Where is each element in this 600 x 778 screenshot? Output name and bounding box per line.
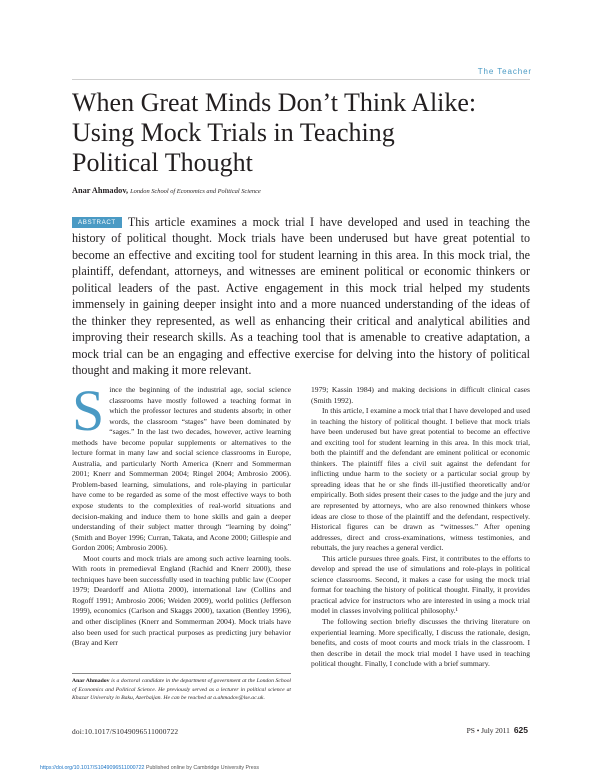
- online-notice: [40, 765, 259, 771]
- body-paragraph: [72, 378, 291, 554]
- byline: [72, 186, 261, 195]
- footnote-rule: [72, 673, 291, 674]
- article-title: [72, 88, 542, 178]
- body-column-left: [72, 378, 291, 649]
- footnote-text: is a doctoral candidate in the department of government at the London School of Economics and Political Science. He previously served as a lecturer in political science at Khazar University in Baku, Azerbaijan. He can be reached at a.ahmadov@lse.ac.uk.: [72, 678, 292, 701]
- drop-cap: S: [72, 378, 105, 443]
- page-number: 625: [513, 725, 528, 735]
- abstract: [72, 214, 530, 379]
- body-paragraph: 1979; Kassin 1984) and making decisions in difficult clinical cases (Smith 1992).: [311, 385, 530, 405]
- author-footnote: [72, 677, 291, 703]
- doi: doi:10.1017/S1049096511000722: [72, 727, 179, 736]
- paragraph-text: ince the beginning of the industrial age, social science classrooms have mostly followed a teaching format in which the professor lectures and students absorb; in other words, the classroom “stages” have been dominated by “sages.” In the last two decades, however, active learning methods have become popular supplements or alternatives to the lecture format in many law and social science classrooms in Europe, Australia, and particularly North America (Knerr and Sommerman 2001; Knerr and Sommerman 2004; Ringel 2004; Ambrosio 2006). Problem-based learning, simulations, and role-playing in particular have come to be regarded as some of the most effective ways to both expose students to the complexities of real-world situations and decision-making and induce them to hone skills and gain a deeper understanding of their subject matter through “learning by doing” (Smith and Boyer 1996; Curran, Takata, and Acone 2000; Gillespie and Gordon 2006; Ambrosio 2006).: [72, 385, 291, 553]
- header-rule: [72, 79, 530, 80]
- body-paragraph: In this article, I examine a mock trial that I have developed and used in teaching the history of political thought. I believe that mock trials have been underused but have great potential to become an effective and exciting tool for student learning in this area. In this mock trial, both the plaintiff and the defendant are eminent political or economic thinkers. The plaintiff files a civil suit against the defendant for inflicting undue harm to the society or a particular social group by spreading ideas that he or she finds ill-justified theoretically and/or empirically. Both sides present their cases to the judge and the jury and are represented by attorneys, who are also renowned thinkers whose ideas are close to those of the plaintiff and the defendant, respectively. Historical figures can be drawn as “witnesses.” After opening addresses, direct and cross-examinations, witness testimonies, and rebuttals, the jury reaches a general verdict.: [311, 406, 530, 553]
- body-column-right: [311, 385, 530, 670]
- author-name: Anar Ahmadov,: [72, 186, 129, 195]
- online-text: Published online by Cambridge University Press: [145, 765, 260, 771]
- body-paragraph: Moot courts and mock trials are among such active learning tools. With roots in premedieval England (Rachid and Knerr 2000), these techniques have been successfully used in teaching public law (Cooper 1979; Deardorff and Aliotta 2000), international law (Collins and Rogoff 1991; Ambrosio 2006; Weiden 2009), world politics (Jefferson 1999), economics (Carlson and Skaggs 2000), taxation (Bentley 1996), and other disciplines (Knerr and Sommerman 2004). Mock trials have also been used for such practical purposes as predicting jury behavior (Bray and Kerr: [72, 553, 291, 648]
- author-affiliation: London School of Economics and Political Science: [130, 188, 261, 195]
- abstract-text: This article examines a mock trial I have developed and used in teaching the history of political thought. Mock trials have been underused but have great potential to become an effective and exciting tool for student learning in this area. In this mock trial, the plaintiff, defendant, attorneys, and witnesses are eminent political or economic thinkers or political leaders of the past. Active engagement in this mock trial helped my students immensely in gaining deeper insight into and a more nuanced understanding of the ideas of the thinker they represented, as well as enhancing their critical and analytical abilities and improving their research skills. As a teaching tool that is amenable to creative adaptation, a mock trial can be an engaging and effective exercise for delving into the history of political thought and making it more relevant.: [72, 215, 530, 378]
- footnote-author: Anar Ahmadov: [72, 678, 110, 684]
- doi-link[interactable]: https://doi.org/10.1017/S1049096511000722: [40, 765, 145, 771]
- section-label: The Teacher: [477, 67, 532, 76]
- abstract-badge: ABSTRACT: [72, 217, 122, 228]
- title-line-2: Using Mock Trials in Teaching: [72, 118, 395, 147]
- title-line-3: Political Thought: [72, 148, 253, 177]
- page-folio: [467, 725, 528, 735]
- body-paragraph: This article pursues three goals. First, it contributes to the efforts to develop and spread the use of simulations and role-plays in political science classrooms. Second, it makes a case for using the mock trial format for teaching the history of political thought. Finally, it provides practical advice for instructors who are interested in using a mock trial model in classes involving political philosophy.¹: [311, 553, 530, 616]
- title-line-1: When Great Minds Don’t Think Alike:: [72, 88, 477, 117]
- body-paragraph: The following section briefly discusses the thriving literature on experiential learning. More specifically, I discuss the rationale, design, benefits, and costs of moot courts and mock trials in the classroom. I then describe in detail the mock trial model I have used in teaching political thought. Finally, I conclude with a brief summary.: [311, 617, 530, 669]
- journal-issue: PS • July 2011: [466, 726, 510, 735]
